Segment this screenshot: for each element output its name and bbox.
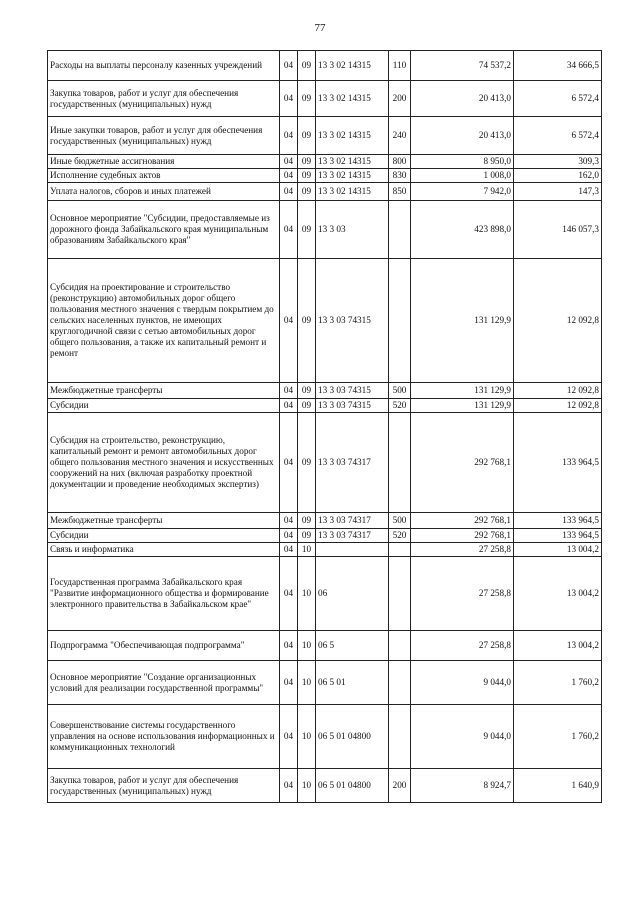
row-expense-type: 850 xyxy=(389,183,411,201)
row-subsection-code: 09 xyxy=(298,413,316,513)
row-name: Закупка товаров, работ и услуг для обеспечения государственных (муниципальных) нужд xyxy=(48,81,280,117)
row-target-article: 13 3 03 74315 xyxy=(316,383,389,399)
row-expense-type: 800 xyxy=(389,155,411,169)
row-target-article: 13 3 02 14315 xyxy=(316,183,389,201)
row-amount-plan: 7 942,0 xyxy=(411,183,514,201)
row-subsection-code: 09 xyxy=(298,155,316,169)
row-amount-actual: 6 572,4 xyxy=(514,81,602,117)
row-subsection-code: 09 xyxy=(298,383,316,399)
row-section-code: 04 xyxy=(280,769,298,803)
row-name: Государственная программа Забайкальского края "Развитие информационного общества и формирование электронного правительства в Забайкальском крае" xyxy=(48,557,280,631)
row-expense-type: 520 xyxy=(389,529,411,543)
table-row xyxy=(48,399,602,413)
row-target-article: 13 3 03 74317 xyxy=(316,513,389,529)
row-target-article: 13 3 02 14315 xyxy=(316,117,389,155)
row-name: Субсидия на проектирование и строительство (реконструкцию) автомобильных дорог общего пользования местного значения с твердым покрытием до сельских населенных пунктов, не имеющих круглогодичной связи с сетью автомобильных дорог общего пользования, а также их капитальный ремонт и ремонт xyxy=(48,259,280,383)
row-amount-plan: 8 950,0 xyxy=(411,155,514,169)
row-subsection-code: 09 xyxy=(298,183,316,201)
row-amount-actual: 13 004,2 xyxy=(514,557,602,631)
row-amount-actual: 147,3 xyxy=(514,183,602,201)
row-amount-actual: 309,3 xyxy=(514,155,602,169)
row-subsection-code: 10 xyxy=(298,543,316,557)
row-amount-plan: 74 537,2 xyxy=(411,51,514,81)
row-target-article: 13 3 02 14315 xyxy=(316,81,389,117)
table-row xyxy=(48,201,602,259)
row-amount-actual: 162,0 xyxy=(514,169,602,183)
row-amount-actual: 133 964,5 xyxy=(514,413,602,513)
row-section-code: 04 xyxy=(280,557,298,631)
row-expense-type: 110 xyxy=(389,51,411,81)
row-name: Иные бюджетные ассигнования xyxy=(48,155,280,169)
row-section-code: 04 xyxy=(280,661,298,705)
row-name: Уплата налогов, сборов и иных платежей xyxy=(48,183,280,201)
budget-table xyxy=(47,50,602,803)
row-expense-type: 500 xyxy=(389,383,411,399)
row-expense-type: 200 xyxy=(389,769,411,803)
row-subsection-code: 10 xyxy=(298,661,316,705)
row-expense-type xyxy=(389,259,411,383)
row-target-article: 06 5 01 04800 xyxy=(316,769,389,803)
row-target-article: 13 3 02 14315 xyxy=(316,51,389,81)
row-subsection-code: 09 xyxy=(298,81,316,117)
row-section-code: 04 xyxy=(280,81,298,117)
row-subsection-code: 09 xyxy=(298,529,316,543)
row-target-article: 13 3 03 xyxy=(316,201,389,259)
row-expense-type xyxy=(389,705,411,769)
row-section-code: 04 xyxy=(280,705,298,769)
row-amount-actual: 146 057,3 xyxy=(514,201,602,259)
row-expense-type xyxy=(389,413,411,513)
row-expense-type xyxy=(389,201,411,259)
row-section-code: 04 xyxy=(280,413,298,513)
table-row xyxy=(48,557,602,631)
row-target-article: 06 xyxy=(316,557,389,631)
table-row xyxy=(48,769,602,803)
row-name: Основное мероприятие "Субсидии, предоставляемые из дорожного фонда Забайкальского края муниципальным образованиям Забайкальского края" xyxy=(48,201,280,259)
row-name: Межбюджетные трансферты xyxy=(48,513,280,529)
row-section-code: 04 xyxy=(280,513,298,529)
row-expense-type xyxy=(389,661,411,705)
row-amount-actual: 13 004,2 xyxy=(514,631,602,661)
table-row xyxy=(48,543,602,557)
row-subsection-code: 10 xyxy=(298,769,316,803)
row-expense-type xyxy=(389,543,411,557)
row-name: Межбюджетные трансферты xyxy=(48,383,280,399)
row-amount-actual: 12 092,8 xyxy=(514,259,602,383)
row-name: Закупка товаров, работ и услуг для обеспечения государственных (муниципальных) нужд xyxy=(48,769,280,803)
row-amount-plan: 292 768,1 xyxy=(411,513,514,529)
row-amount-plan: 292 768,1 xyxy=(411,529,514,543)
row-section-code: 04 xyxy=(280,631,298,661)
table-row xyxy=(48,117,602,155)
row-subsection-code: 10 xyxy=(298,631,316,661)
row-subsection-code: 09 xyxy=(298,117,316,155)
row-amount-plan: 9 044,0 xyxy=(411,661,514,705)
row-amount-plan: 27 258,8 xyxy=(411,543,514,557)
table-row xyxy=(48,631,602,661)
row-section-code: 04 xyxy=(280,169,298,183)
row-expense-type: 240 xyxy=(389,117,411,155)
row-amount-plan: 423 898,0 xyxy=(411,201,514,259)
row-subsection-code: 10 xyxy=(298,557,316,631)
row-amount-actual: 13 004,2 xyxy=(514,543,602,557)
table-row xyxy=(48,661,602,705)
row-name: Исполнение судебных актов xyxy=(48,169,280,183)
row-amount-actual: 1 760,2 xyxy=(514,705,602,769)
row-section-code: 04 xyxy=(280,183,298,201)
table-row xyxy=(48,529,602,543)
row-section-code: 04 xyxy=(280,383,298,399)
row-name: Подпрограмма "Обеспечивающая подпрограмма" xyxy=(48,631,280,661)
row-amount-plan: 9 044,0 xyxy=(411,705,514,769)
table-row xyxy=(48,155,602,169)
row-subsection-code: 09 xyxy=(298,51,316,81)
row-section-code: 04 xyxy=(280,543,298,557)
row-target-article: 06 5 01 04800 xyxy=(316,705,389,769)
row-name: Основное мероприятие "Создание организационных условий для реализации государственной программы" xyxy=(48,661,280,705)
row-name: Субсидии xyxy=(48,399,280,413)
row-target-article: 06 5 xyxy=(316,631,389,661)
row-subsection-code: 09 xyxy=(298,399,316,413)
row-expense-type xyxy=(389,631,411,661)
row-target-article: 13 3 03 74317 xyxy=(316,529,389,543)
row-name: Субсидии xyxy=(48,529,280,543)
row-target-article: 13 3 02 14315 xyxy=(316,155,389,169)
row-section-code: 04 xyxy=(280,51,298,81)
row-subsection-code: 10 xyxy=(298,705,316,769)
row-amount-plan: 27 258,8 xyxy=(411,631,514,661)
table-row xyxy=(48,169,602,183)
row-section-code: 04 xyxy=(280,117,298,155)
table-row xyxy=(48,513,602,529)
row-name: Расходы на выплаты персоналу казенных учреждений xyxy=(48,51,280,81)
row-amount-actual: 12 092,8 xyxy=(514,399,602,413)
row-target-article: 13 3 03 74315 xyxy=(316,399,389,413)
table-row xyxy=(48,51,602,81)
row-target-article xyxy=(316,543,389,557)
row-amount-actual: 6 572,4 xyxy=(514,117,602,155)
row-section-code: 04 xyxy=(280,529,298,543)
table-row xyxy=(48,183,602,201)
row-name: Иные закупки товаров, работ и услуг для обеспечения государственных (муниципальных) нужд xyxy=(48,117,280,155)
row-target-article: 13 3 02 14315 xyxy=(316,169,389,183)
row-section-code: 04 xyxy=(280,155,298,169)
row-name: Совершенствование системы государственного управления на основе использования информационных и коммуникационных технологий xyxy=(48,705,280,769)
row-amount-actual: 133 964,5 xyxy=(514,513,602,529)
row-subsection-code: 09 xyxy=(298,201,316,259)
row-section-code: 04 xyxy=(280,201,298,259)
row-amount-actual: 1 760,2 xyxy=(514,661,602,705)
row-target-article: 13 3 03 74317 xyxy=(316,413,389,513)
row-amount-plan: 20 413,0 xyxy=(411,81,514,117)
table-row xyxy=(48,413,602,513)
row-expense-type: 830 xyxy=(389,169,411,183)
row-subsection-code: 09 xyxy=(298,513,316,529)
row-name: Связь и информатика xyxy=(48,543,280,557)
table-row xyxy=(48,383,602,399)
row-amount-actual: 12 092,8 xyxy=(514,383,602,399)
row-section-code: 04 xyxy=(280,399,298,413)
page-number: 77 xyxy=(314,22,326,34)
row-target-article: 06 5 01 xyxy=(316,661,389,705)
row-amount-plan: 1 008,0 xyxy=(411,169,514,183)
row-expense-type xyxy=(389,557,411,631)
row-amount-plan: 20 413,0 xyxy=(411,117,514,155)
row-expense-type: 500 xyxy=(389,513,411,529)
row-amount-plan: 292 768,1 xyxy=(411,413,514,513)
row-expense-type: 520 xyxy=(389,399,411,413)
row-amount-actual: 133 964,5 xyxy=(514,529,602,543)
table-row xyxy=(48,705,602,769)
row-name: Субсидия на строительство, реконструкцию, капитальный ремонт и ремонт автомобильных дорог общего пользования местного значения и искусственных сооружений на них (включая разработку проектной документации и проведение необходимых экспертиз) xyxy=(48,413,280,513)
row-amount-plan: 131 129,9 xyxy=(411,259,514,383)
row-subsection-code: 09 xyxy=(298,169,316,183)
table-row xyxy=(48,81,602,117)
row-amount-actual: 1 640,9 xyxy=(514,769,602,803)
row-amount-plan: 131 129,9 xyxy=(411,399,514,413)
table-row xyxy=(48,259,602,383)
row-amount-plan: 27 258,8 xyxy=(411,557,514,631)
row-expense-type: 200 xyxy=(389,81,411,117)
row-target-article: 13 3 03 74315 xyxy=(316,259,389,383)
row-amount-actual: 34 666,5 xyxy=(514,51,602,81)
row-amount-plan: 8 924,7 xyxy=(411,769,514,803)
row-subsection-code: 09 xyxy=(298,259,316,383)
row-amount-plan: 131 129,9 xyxy=(411,383,514,399)
row-section-code: 04 xyxy=(280,259,298,383)
